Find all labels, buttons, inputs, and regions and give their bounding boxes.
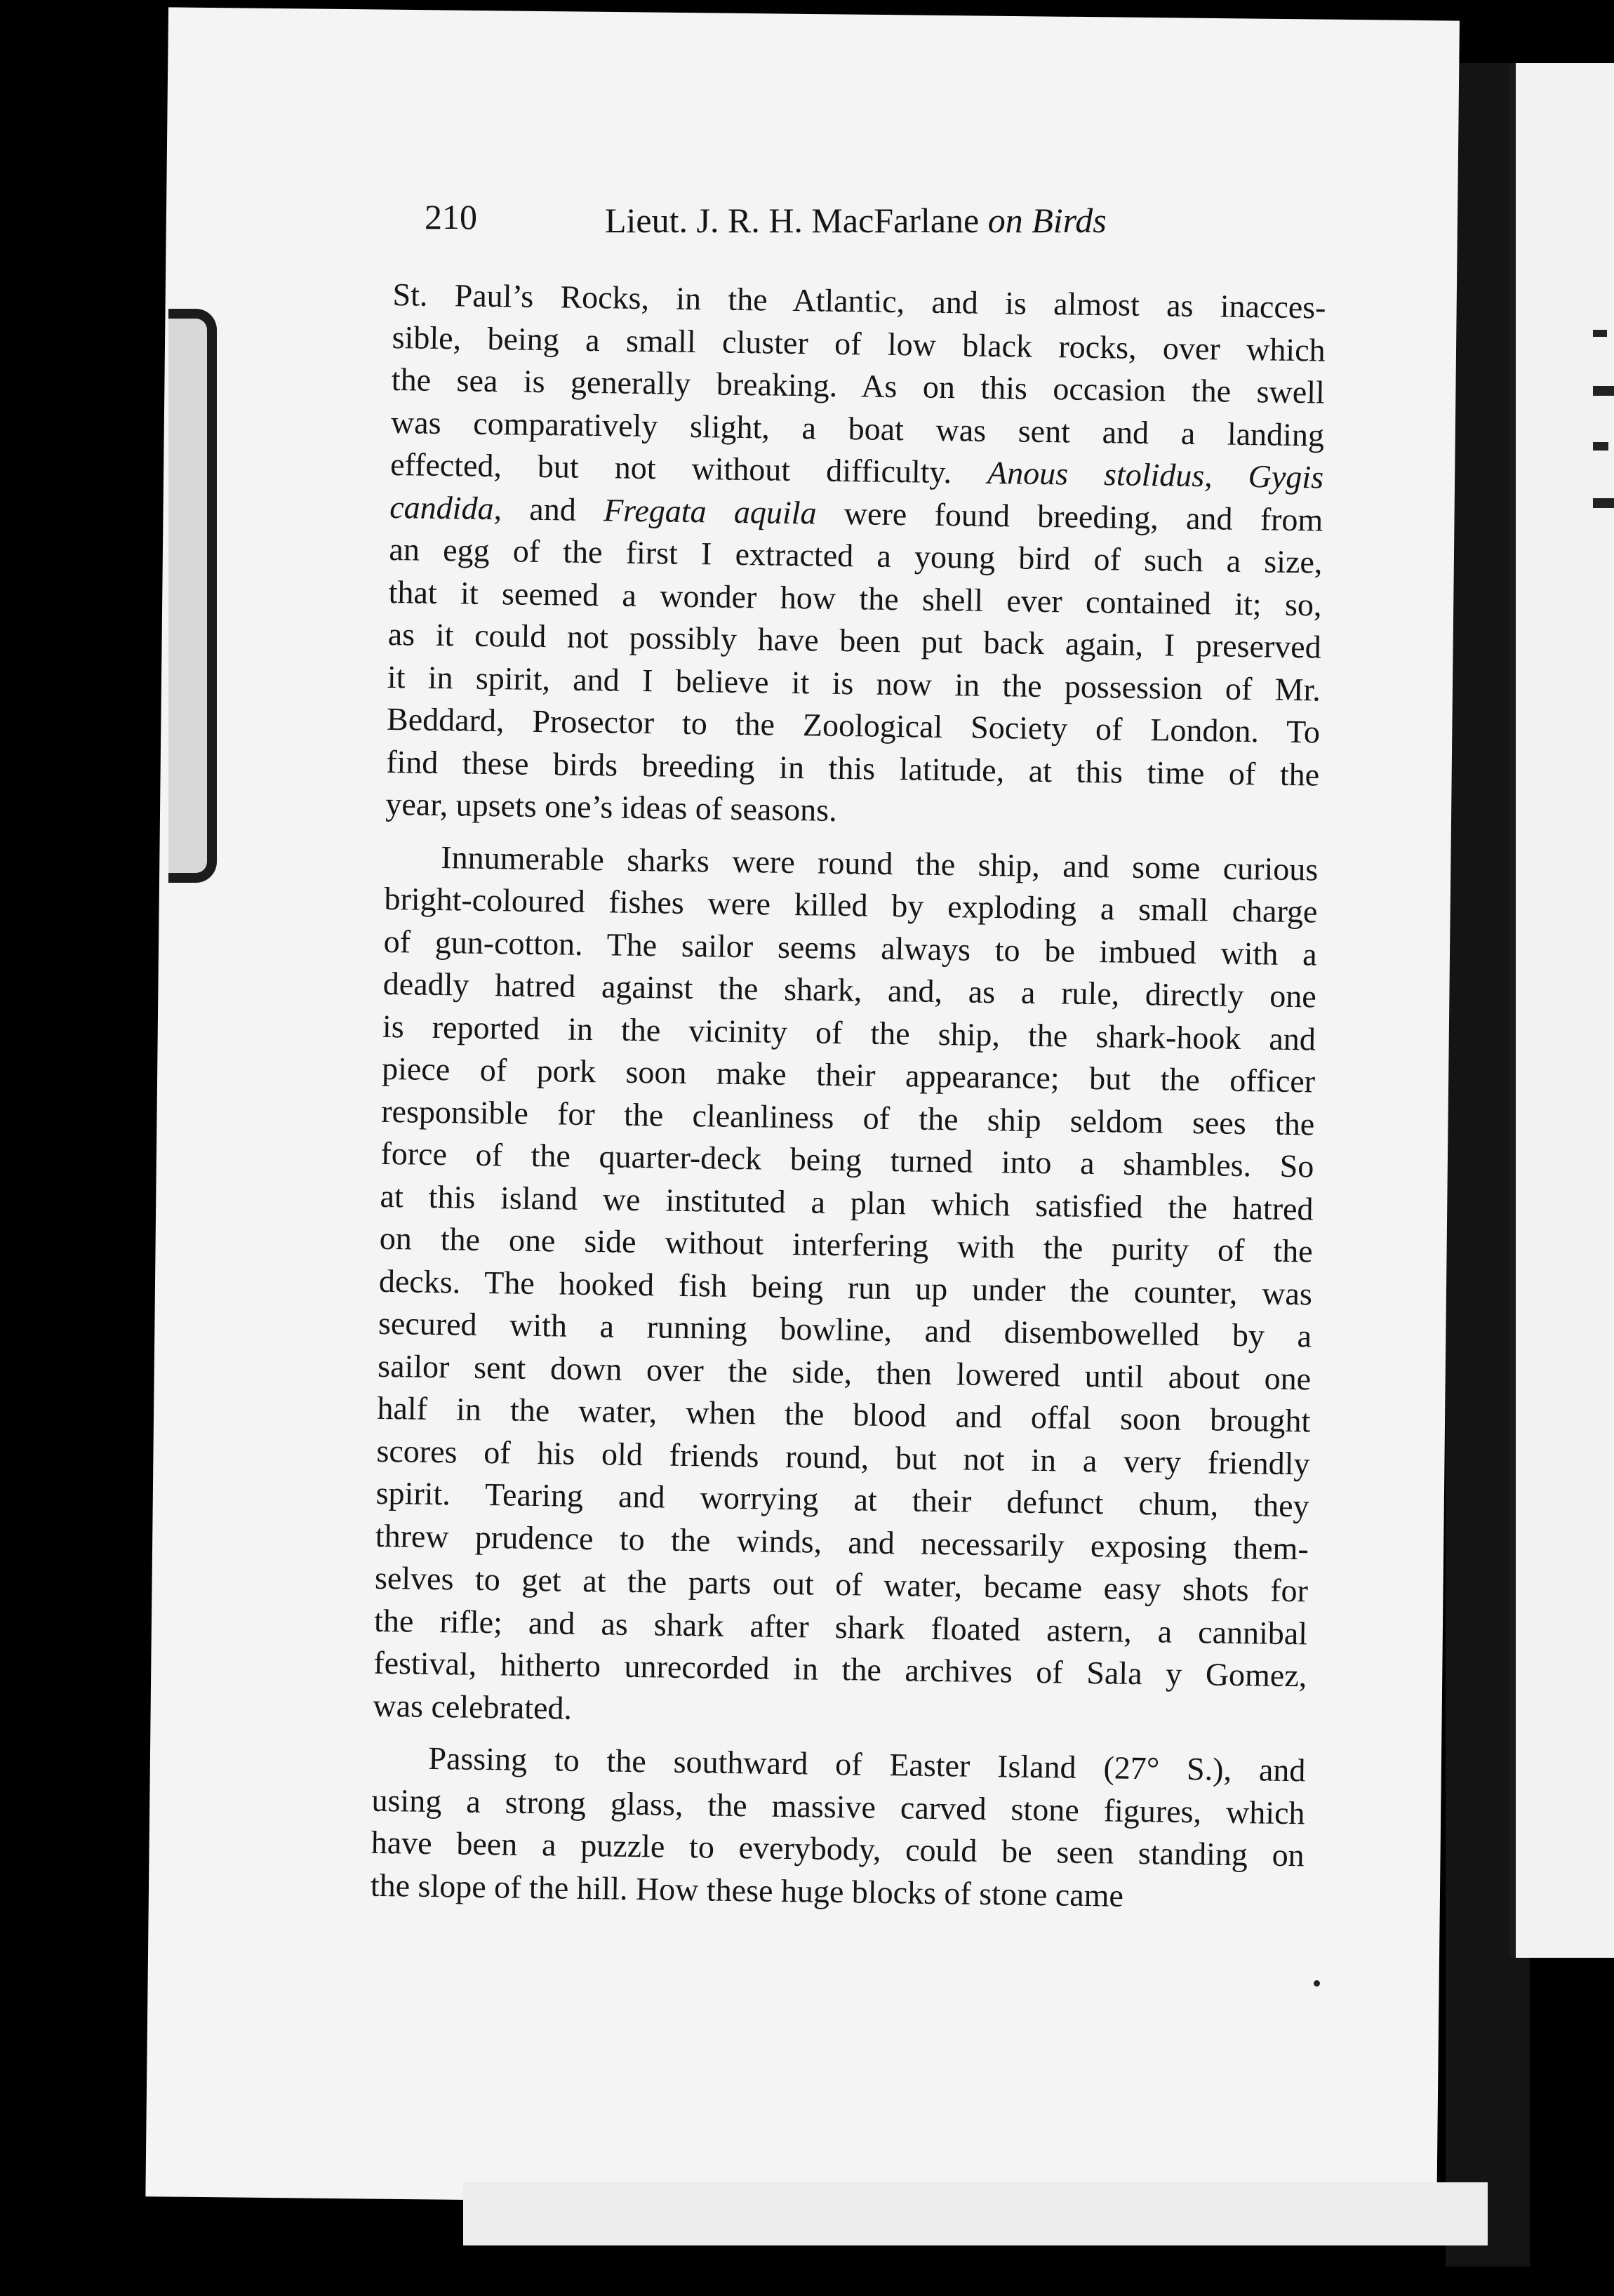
text-line: it in spirit, and I believe it is now in the possession of Mr. [387, 658, 1321, 708]
text-line: responsible for the cleanliness of the ship seldom sees the [380, 1093, 1315, 1142]
adjacent-page-edge [1509, 63, 1614, 1958]
text-line: Passing to the southward of Easter Island (27° S.), and [428, 1740, 1306, 1789]
text-line: selves to get at the parts out of water, became easy shots for [374, 1559, 1309, 1609]
paragraph [385, 274, 1326, 839]
text-line: find these birds breeding in this latitude, at this time of the [385, 743, 1320, 792]
text-line: secured with a running bowline, and disembowelled by a [378, 1304, 1312, 1354]
text-line: using a strong glass, the massive carved stone figures, which [371, 1782, 1305, 1831]
body-text [371, 274, 1326, 1919]
text-line: St. Paul’s Rocks, in the Atlantic, and is almost as inacces- [392, 276, 1326, 326]
scan-speck [1314, 1980, 1320, 1987]
text-line: effected, but not without difficulty. Anous stolidus, Gygis [389, 446, 1324, 495]
text-line: threw prudence to the winds, and necessarily exposing them- [375, 1517, 1309, 1566]
text-line: sible, being a small cluster of low black rocks, over which [392, 319, 1326, 368]
text-line: an egg of the first I extracted a young bird of such a size, [389, 530, 1323, 580]
text-line: was comparatively slight, a boat was sent and a landing [390, 403, 1325, 453]
text-line: half in the water, when the blood and offal soon brought [377, 1389, 1311, 1439]
text-line: year, upsets one’s ideas of seasons. [385, 785, 838, 828]
paragraph [371, 1737, 1306, 1920]
page-tab-marker [168, 309, 217, 883]
text-line: on the one side without interfering with the purity of the [379, 1220, 1314, 1269]
text-line: candida, and Fregata aquila were found breeding, and from [389, 488, 1323, 538]
text-line: have been a puzzle to everybody, could be seen standing on [371, 1824, 1305, 1874]
page-bottom-edge [463, 2182, 1488, 2245]
text-line: as it could not possibly have been put back again, I preserved [387, 615, 1322, 665]
text-line: force of the quarter-deck being turned into a shambles. So [380, 1135, 1314, 1184]
text-line: the rifle; and as shark after shark floated astern, a cannibal [373, 1602, 1308, 1651]
text-line: piece of pork soon make their appearance; but the officer [381, 1050, 1316, 1100]
text-line: spirit. Tearing and worrying at their defunct chum, they [375, 1474, 1309, 1524]
text-line: was celebrated. [373, 1687, 573, 1726]
text-line: Beddard, Prosector to the Zoological Society of London. To [386, 700, 1321, 750]
paragraph [373, 835, 1319, 1740]
running-head-subject: on Birds [987, 201, 1107, 240]
text-line: decks. The hooked fish being run up under the counter, was [378, 1262, 1313, 1311]
text-line: at this island we instituted a plan which satisfied the hatred [380, 1177, 1314, 1227]
text-line: is reported in the vicinity of the ship, the shark-hook and [382, 1008, 1316, 1057]
text-line: scores of his old friends round, but not in a very friendly [376, 1432, 1310, 1481]
text-line: that it seemed a wonder how the shell ever contained it; so, [388, 573, 1322, 623]
text-line: sailor sent down over the side, then lowered until about one [377, 1347, 1312, 1396]
text-line: bright-coloured fishes were killed by exploding a small charge [384, 880, 1318, 930]
page-number: 210 [425, 197, 477, 236]
text-line: of gun-cotton. The sailor seems always to be imbued with a [383, 923, 1317, 972]
text-line: the slope of the hill. How these huge blocks of stone came [370, 1867, 1124, 1914]
running-head-title [605, 200, 1107, 241]
text-line: Innumerable sharks were round the ship, and some curious [441, 839, 1319, 887]
text-line: the sea is generally breaking. As on this occasion the swell [391, 361, 1326, 411]
text-line: festival, hitherto unrecorded in the archives of Sala y Gomez, [373, 1644, 1307, 1694]
text-line: deadly hatred against the shark, and, as a rule, directly one [382, 965, 1317, 1015]
running-head-author: Lieut. J. R. H. MacFarlane [605, 201, 980, 240]
